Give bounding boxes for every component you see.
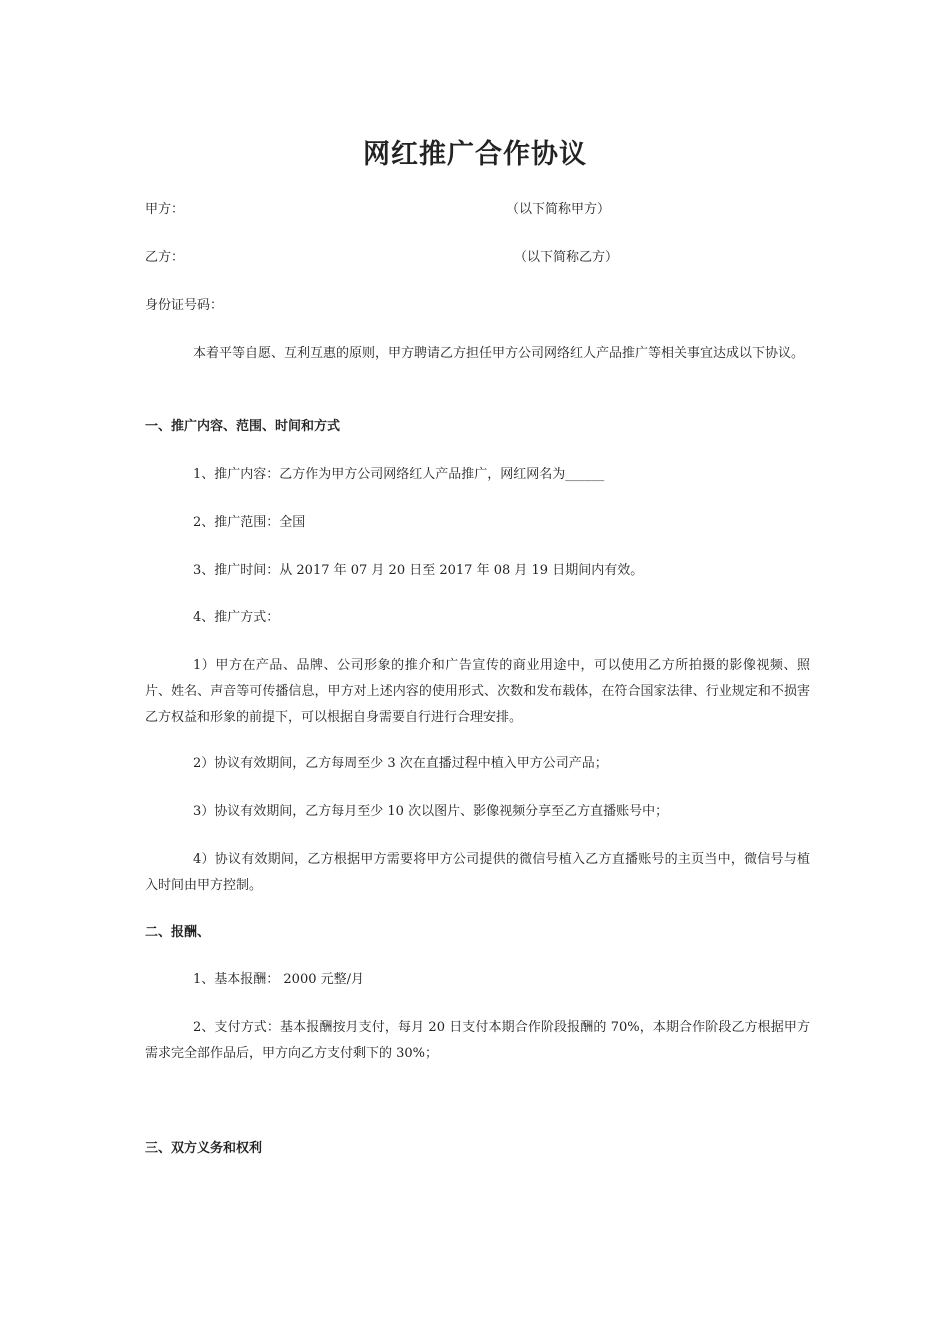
intro-paragraph: 本着平等自愿、互利互惠的原则，甲方聘请乙方担任甲方公司网络红人产品推广等相关事宜达成以下协议。 [193, 346, 805, 361]
party-a-label: 甲方： [145, 202, 185, 217]
party-b-note: （以下简称乙方） [514, 250, 619, 265]
party-a-note: （以下简称甲方） [506, 202, 611, 217]
section-1-sub-2: 2）协议有效期间，乙方每周至少 3 次在直播过程中植入甲方公司产品； [193, 756, 608, 771]
document-title: 网红推广合作协议 [363, 139, 587, 170]
section-1-item-1: 1、推广内容：乙方作为甲方公司网络红人产品推广，网红网名为______ [193, 467, 605, 482]
section-1-sub-1: 1）甲方在产品、品牌、公司形象的推介和广告宣传的商业用途中，可以使用乙方所拍摄的影像视频、照片、姓名、声音等可传播信息，甲方对上述内容的使用形式、次数和发布载体，在符合国家法律、行业规定和不损害乙方权益和形象的前提下，可以根据自身需要自行进行合理安排。 [145, 658, 810, 725]
section-1-sub-4: 4）协议有效期间，乙方根据甲方需要将甲方公司提供的微信号植入乙方直播账号的主页当中，微信号与植入时间由甲方控制。 [145, 852, 810, 893]
party-b-label: 乙方： [145, 250, 185, 265]
section-1-item-4: 4、推广方式： [193, 610, 280, 625]
id-number-label: 身份证号码： [145, 298, 224, 313]
section-1-item-3: 3、推广时间：从 2017 年 07 月 20 日至 2017 年 08 月 19 日期间内有效。 [193, 563, 644, 578]
section-2-item-1: 1、基本报酬： 2000 元整/月 [193, 972, 364, 987]
section-2-item-2: 2、支付方式：基本报酬按月支付，每月 20 日支付本期合作阶段报酬的 70%，本期合作阶段乙方根据甲方需求完全部作品后，甲方向乙方支付剩下的 30%； [145, 1020, 810, 1061]
section-1-heading: 一、推广内容、范围、时间和方式 [145, 419, 341, 434]
section-1-item-2: 2、推广范围：全国 [193, 515, 306, 530]
section-2-heading: 二、报酬、 [145, 925, 211, 940]
section-1-sub-3: 3）协议有效期间，乙方每月至少 10 次以图片、影像视频分享至乙方直播账号中； [193, 804, 669, 819]
section-3-heading: 三、双方义务和权利 [145, 1141, 263, 1156]
